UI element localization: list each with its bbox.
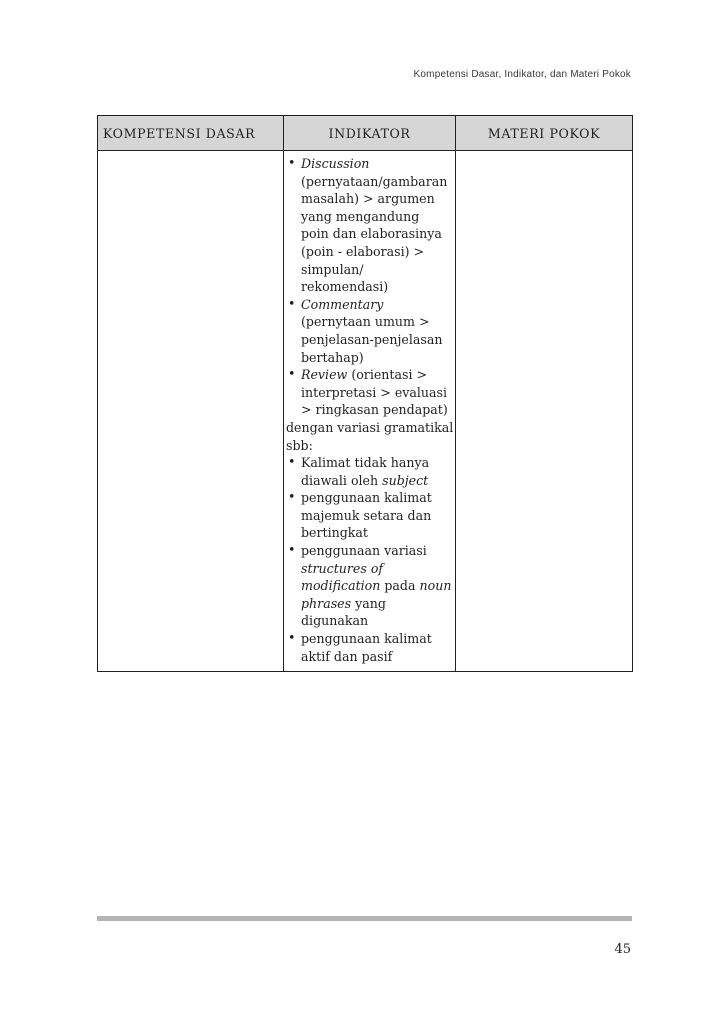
table-header-row [98, 116, 633, 151]
intro-line: sbb: [286, 437, 313, 453]
indikator-item-discussion [286, 155, 453, 296]
bullet-icon: • [288, 542, 296, 558]
term-commentary: Commentary [301, 296, 384, 312]
materi-pokok-cell [456, 151, 633, 672]
grammatical-variation-intro [286, 419, 453, 454]
list-item-line [301, 472, 453, 490]
list-item-line: > ringkasan pendapat) [301, 402, 448, 418]
list-item-line: interpretasi > evaluasi [301, 384, 448, 400]
running-header: Kompetensi Dasar, Indikator, dan Materi Pokok [413, 69, 631, 80]
indikator-item-kalimat [286, 454, 453, 489]
list-item-line: majemuk setara dan [301, 507, 432, 523]
term-subject: subject [382, 472, 429, 488]
column-header-materi-pokok: MATERI POKOK [456, 116, 633, 151]
list-item-line [301, 366, 453, 384]
list-item-line: penggunaan variasi [301, 543, 427, 559]
indikator-item-commentary [286, 296, 453, 366]
list-item-line [301, 595, 453, 613]
list-item-line: (poin - elaborasi) > [301, 243, 425, 259]
page-number: 45 [614, 942, 631, 957]
list-item-line: (pernyataan/gambaran [301, 173, 448, 189]
term-noun: noun [419, 578, 452, 594]
list-item-line: masalah) > argumen [301, 191, 435, 207]
column-header-kompetensi-dasar: KOMPETENSI DASAR [98, 116, 284, 151]
bullet-icon: • [288, 366, 296, 382]
list-item-line: structures of [301, 560, 384, 576]
bullet-icon: • [288, 454, 296, 470]
list-item-line: simpulan/ [301, 261, 364, 277]
term-review: Review [301, 367, 348, 383]
bullet-icon: • [288, 489, 296, 505]
column-header-indikator: INDIKATOR [284, 116, 456, 151]
list-item-line: (pernytaan umum > [301, 314, 430, 330]
list-item-line: penggunaan kalimat [301, 631, 432, 647]
competency-table [97, 115, 633, 672]
kalimat-text: diawali oleh [301, 472, 383, 488]
list-item-line: aktif dan pasif [301, 648, 393, 664]
list-item-line: rekomendasi) [301, 279, 389, 295]
list-item-line: penggunaan kalimat [301, 490, 432, 506]
variasi-text: yang [351, 595, 386, 611]
bullet-icon: • [288, 155, 296, 170]
variasi-text: pada [380, 578, 420, 594]
table-row [98, 151, 633, 672]
term-discussion: Discussion [301, 156, 370, 171]
list-item-line: Kalimat tidak hanya [301, 455, 430, 471]
indikator-cell [284, 151, 456, 672]
list-item-line: bertahap) [301, 349, 364, 365]
list-item-line: penjelasan-penjelasan [301, 331, 443, 347]
footer-rule [97, 916, 632, 921]
term-modification: modification [301, 578, 381, 594]
review-text: (orientasi > [347, 367, 428, 383]
term-phrases: phrases [301, 595, 352, 611]
list-item-line: poin dan elaborasinya [301, 226, 442, 242]
list-item-line: bertingkat [301, 525, 368, 541]
kompetensi-dasar-cell [98, 151, 284, 672]
bullet-icon: • [288, 630, 296, 646]
bullet-icon: • [288, 295, 296, 311]
indikator-item-majemuk [286, 489, 453, 542]
list-item-line: yang mengandung [301, 208, 420, 224]
indikator-item-aktif-pasif [286, 630, 453, 665]
intro-line: dengan variasi gramatikal [286, 419, 454, 435]
list-item-line [301, 577, 453, 595]
indikator-item-variasi [286, 542, 453, 630]
list-item-line: digunakan [301, 613, 369, 629]
indikator-item-review [286, 366, 453, 419]
